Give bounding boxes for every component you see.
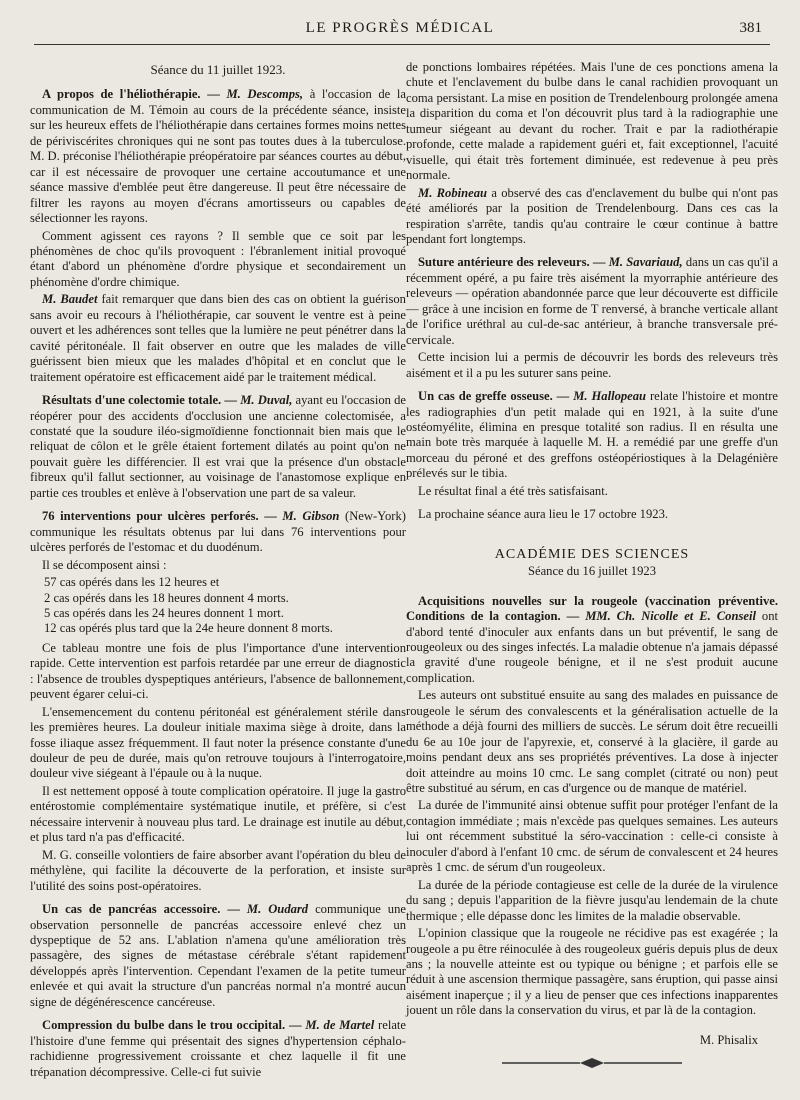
paragraph-suture: [406, 255, 778, 348]
author-name: M. Hallopeau: [573, 389, 647, 404]
paragraph-ulcers: [30, 509, 406, 555]
author-name: MM. Ch. Nicolle et E. Conseil: [585, 609, 756, 624]
section-title: ACADÉMIE DES SCIENCES: [494, 546, 690, 562]
paragraph-rougeole: [406, 594, 778, 687]
author-name: M. Robineau: [418, 185, 488, 200]
list-item: 57 cas opérés dans les 12 heures et: [44, 575, 220, 590]
paragraph-text: Les auteurs ont substitué ensuite au sang des malades en puissance de rougeole le sérum des convalescents et la généralisation actuelle de la méthode a déjà fourni des milliers de succès. Le sérum doit être recueilli du 6e au 10e jour de l'apyrexie, et, conservé à la glacière, il garde au moins pendant deux ans ses propriétés préventives. La dose à injecter doit atteindre au moins 10 cmc. Le sang complet (citraté ou non) peut être substitué au sérum, en cas d'urgence ou de manque de matériel.: [406, 688, 778, 796]
paragraph-heliotherapy: [30, 87, 406, 226]
author-name: M. de Martel: [305, 1018, 375, 1033]
topic-heading: Acquisitions nouvelles sur la rougeole (vaccination préventive. Conditions de la contagion. —: [406, 593, 778, 624]
paragraph-baudet: [30, 292, 406, 385]
paragraph-text: relate l'histoire et montre les radiographies d'un petit malade qui en 1921, à la suite d'une ostéomyélite, élimina en presque totalité son radius. Il en résulta une main bote très marquée à laquelle M. H. a remédié par une greffe d'un morceau du péroné et des greffons ostéopériostiques à la Delagénière prélevés sur le tibia.: [406, 389, 779, 481]
paragraph-text: La durée de l'immunité ainsi obtenue suffit pour protéger l'enfant de la contagion immédiate ; mais n'excède pas quelques semaines. Les auteurs lui ont récemment substitué la séro-vaccination : celle-ci consiste à inoculer d'abord à l'enfant 10 cmc. de sérum de convalescent et 24 heures après 1 cmc. de sérum d'un rougeoleux.: [406, 798, 778, 875]
topic-heading: Un cas de pancréas accessoire. —: [42, 902, 240, 917]
signature: M. Phisalix: [699, 1032, 758, 1047]
paragraph-text: Il est nettement opposé à toute complication opératoire. Il juge la gastro entérostomie complémentaire systématique inutile, et préfère, si c'est nécessaire intervenir à nouveau plus tard. Le drainage est inutile au début, et plus tard n'a pas d'efficacité.: [30, 783, 406, 845]
topic-heading: Un cas de greffe osseuse. —: [418, 389, 570, 404]
author-name: M. Descomps,: [226, 87, 304, 102]
author-name: M. Savariaud,: [608, 255, 683, 270]
paragraph-text: communique une observation personnelle de pancréas accessoire enlevé chez un dyspeptique de 52 ans. L'ablation n'amena qu'une amélioration très passagère, des signes de métastase cérébrale s'étant rapidement développés après l'intervention. Cependant l'examen de la petite tumeur enlevée et qui avait la structure d'un pancréas normal n'a montré aucun signe de dégénérescence cancéreuse.: [30, 902, 406, 1009]
paragraph-text: Il se décomposent ainsi :: [42, 557, 167, 572]
paragraph-text: La durée de la période contagieuse est celle de la durée de la virulence du sang ; depuis l'apparition de la fièvre jusqu'au lendemain de la chute thermique ; elle dépasse donc les limites de la maladie observable.: [406, 877, 778, 923]
paragraph-text: (New-York) communique les résultats obtenus par lui dans 76 interventions pour ulcères perforés de l'estomac et du duodénum.: [30, 509, 406, 555]
paragraph-colectomy: [30, 393, 406, 501]
paragraph-text: L'ensemencement du contenu péritonéal est généralement stérile dans les premières heures. La douleur initiale maxima siège à droite, dans la fosse iliaque assez fréquemment. Il faut noter la présence constante d'une douleur de peu de durée, mais qu'on retrouve toujours à l'interrogatoire, douleur vive siégeant à l'épaule ou à la nuque.: [30, 704, 406, 781]
list-item: 2 cas opérés dans les 18 heures donnent 4 morts.: [44, 590, 289, 605]
paragraph-text: à l'occasion de la communication de M. Témoin au cours de la précédente séance, insiste sur les heureux effets de l'héliothérapie dans certaines formes moins nettes de périviscérites chroniques qui ne sont pas toutes dues à la tuberculose. M. D. préconise l'héliothérapie préopératoire par séances courtes au début, car il est nécessaire de provoquer une certaine accoutumance et une séance massive d'emblée peut être dangereuse. Il peut être nécessaire de filtrer les rayons au moyen d'écrans amortisseurs ou capables de sélectionner les rayons.: [30, 87, 406, 226]
list-item: 12 cas opérés plus tard que la 24e heure donnent 8 morts.: [44, 621, 333, 636]
cases-list: [30, 575, 406, 637]
paragraph-text: M. G. conseille volontiers de faire absorber avant l'opération du bleu de méthylène, qui facilite la découverte de la perforation, et insiste sur l'utilité des soins post-opératoires.: [30, 847, 406, 893]
paragraph-text: L'opinion classique que la rougeole ne récidive pas est exagérée ; la rougeole a pu être réinoculée à des rougeoleux guéris depuis plus de deux ans ; la nouvelle atteinte est ou typique ou bénigne ; et parfois elle se réduit à une ascension thermique passagère, sans éruption, qui passe ainsi aisément inaperçue ; il y a lieu de penser que ces infections inapparentes jouent un rôle dans la conservation du virus, et par là de la contagion.: [406, 926, 778, 1018]
session-title: Séance du 11 juillet 1923.: [150, 62, 286, 77]
paragraph-text: Ce tableau montre une fois de plus l'importance d'une intervention rapide. Cette intervention est parfois retardée par une erreur de diagnostic : l'absence de troubles dyspeptiques antérieurs, l'absence de ballonnement, peuvent égarer celui-ci.: [30, 640, 406, 702]
session-title: Séance du 16 juillet 1923: [527, 564, 656, 579]
author-name: M. Baudet: [42, 292, 98, 307]
paragraph-text: ont d'abord tenté d'inoculer aux enfants dans un but préventif, le sang de rougeoleux ou des singes infectés. La maladie obtenue n'a jamais dépassé la gravité d'une rougeole bénigne, et il ne s'est produit aucune complication.: [406, 609, 778, 685]
page-number: 381: [739, 20, 762, 36]
paragraph-robineau: [406, 186, 778, 248]
header-rule: [34, 44, 770, 45]
paragraph-text: Le résultat final a été très satisfaisant.: [418, 483, 608, 498]
topic-heading: A propos de l'héliothérapie. —: [42, 87, 220, 102]
topic-heading: Résultats d'une colectomie totale. —: [42, 393, 237, 408]
paragraph-pancreas: [30, 902, 406, 1010]
list-item: 5 cas opérés dans les 24 heures donnent 1 mort.: [44, 605, 284, 620]
page-header: [0, 20, 800, 44]
ornament-divider: [492, 1056, 692, 1070]
author-name: M. Gibson: [282, 509, 340, 524]
paragraph-text: Cette incision lui a permis de découvrir les bords des releveurs très aisément et il a pu les suturer sans peine.: [406, 350, 778, 380]
paragraph-bulbe: [30, 1018, 406, 1080]
journal-title: LE PROGRÈS MÉDICAL: [305, 20, 495, 36]
author-name: M. Oudard: [246, 902, 309, 917]
paragraph-text: de ponctions lombaires répétées. Mais l'une de ces ponctions amena la chute et l'enclavement du bulbe dans le canal rachidien provoquant un coma persistant. La mise en position de Trendelenbourg prolongée amena la disparition du coma et l'on découvrit plus tard à la radiographie une tumeur siégeant au devant du rocher. Trait e par la radiothérapie profonde, cette malade a rapidement guéri et, fait exceptionnel, l'acuité visuelle, qui était très fortement diminuée, est redevenue à peu près normale.: [406, 60, 778, 183]
paragraph-text: fait remarquer que dans bien des cas on obtient la guérison sans avoir eu recours à l'héliothérapie, car souvent le ventre est à peine ouvert et les adhérences sont telles que la lumière ne peut pénétrer dans la cavité péritonéale. Il fait observer en outre que les malades de ville guérissent bien mieux que les malades d'hôpital et en conclut que le traitement opératoire est efficacement aidé par le traitement médical.: [30, 292, 406, 384]
paragraph-text: Comment agissent ces rayons ? Il semble que ce soit par les phénomènes de choc qu'ils provoquent : l'ébranlement initial provoqué étant d'abord un phénomène d'ordre physique et secondairement un phénomène d'ordre chimique.: [30, 228, 406, 289]
paragraph-text: dans un cas qu'il a récemment opéré, a pu faire très aisément la myorraphie antérieure des releveurs — opération abandonnée parce que leur découverte est difficile — grâce à une incision en forme de T renversé, à branche verticale allant de l'orifice uréthral au cul-de-sac antérieur, à branche transversale pré-cervicale.: [406, 255, 778, 347]
paragraph-greffe: [406, 389, 778, 482]
topic-heading: Compression du bulbe dans le trou occipital. —: [42, 1018, 302, 1033]
next-session-note: La prochaine séance aura lieu le 17 octobre 1923.: [418, 507, 669, 522]
topic-heading: Suture antérieure des releveurs. —: [418, 255, 606, 270]
right-column: [406, 60, 778, 1070]
topic-heading: 76 interventions pour ulcères perforés. —: [42, 509, 277, 524]
author-name: M. Duval,: [240, 393, 293, 408]
paragraph-text: ayant eu l'occasion de réopérer pour des accidents d'occlusion une ancienne colectomisée, a constaté que la soudure iléo-sigmoïdienne fonctionnait bien mais que le reliquat de côlon et le grêle étaient fortement dilatés au point qu'on ne pouvait guère les différencier. Il est vrai que la présence d'un obstacle fibreux qu'il fallut sectionner, au voisinage de l'anastomose explique en partie ces troubles et enlève à l'observation une part de sa valeur.: [30, 393, 406, 500]
paragraph-text: a observé des cas d'enclavement du bulbe qui n'ont pas été améliorés par la position de Trendelenbourg. Dans ces cas la respiration s'arrête, tandis qu'au contraire le cœur continue à battre pendant fort longtemps.: [406, 185, 778, 246]
left-column: [30, 52, 406, 1082]
paragraph-text: relate l'histoire d'une femme qui présentait des signes d'hypertension céphalo-rachidienne progressivement croissante et chez laquelle il fit une trépanation décompressive. Celle-ci fut suivie: [30, 1018, 407, 1079]
